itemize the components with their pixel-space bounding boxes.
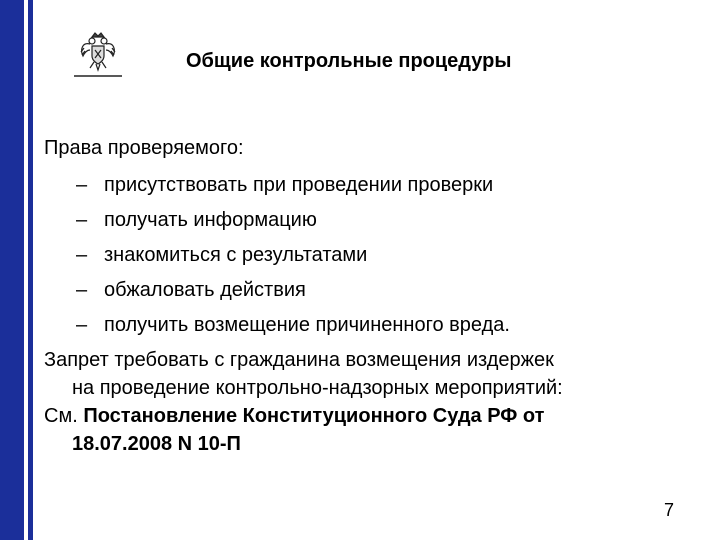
- coat-of-arms-icon: [72, 28, 124, 80]
- list-item: [72, 311, 684, 339]
- reference-title: Постановление Конституционного Суда РФ от: [83, 405, 545, 427]
- reference-line-2: 18.07.2008 N 10-П: [72, 433, 241, 455]
- prohibition-line-2: на проведение контрольно-надзорных мероприятий:: [72, 377, 563, 399]
- rights-intro: Права проверяемого:: [44, 137, 244, 159]
- list-item: [72, 241, 684, 269]
- list-item-text: получать информацию: [104, 209, 317, 231]
- reference-line-1: [44, 402, 684, 430]
- list-item: [72, 206, 684, 234]
- page-number: 7: [664, 500, 675, 520]
- side-bar-thick: [0, 0, 24, 540]
- prohibition-line-1: Запрет требовать с гражданина возмещения издержек: [44, 349, 554, 371]
- side-bar-thin: [28, 0, 33, 540]
- dash-bullet: –: [76, 244, 88, 266]
- slide-title: Общие контрольные процедуры: [186, 50, 512, 72]
- slide-body: [44, 134, 684, 458]
- dash-bullet: –: [76, 279, 88, 301]
- list-item: [72, 276, 684, 304]
- list-item-text: обжаловать действия: [104, 279, 306, 301]
- dash-bullet: –: [76, 209, 88, 231]
- list-item-text: получить возмещение причиненного вреда.: [104, 314, 510, 336]
- list-item: [72, 171, 684, 199]
- reference-prefix: См.: [44, 405, 78, 427]
- dash-bullet: –: [76, 314, 88, 336]
- dash-bullet: –: [76, 174, 88, 196]
- list-item-text: знакомиться с результатами: [104, 244, 368, 266]
- list-item-text: присутствовать при проведении проверки: [104, 174, 494, 196]
